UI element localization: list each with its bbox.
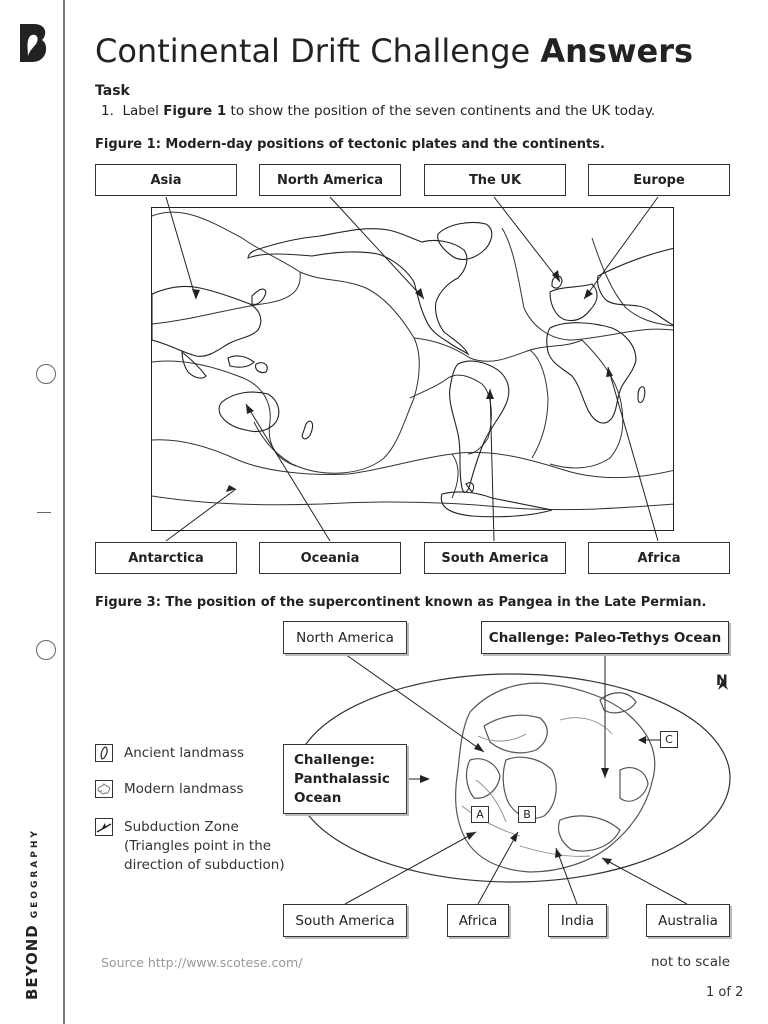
pangea-label-australia: Australia bbox=[646, 904, 730, 937]
brand-word-beyond: BEYOND bbox=[23, 924, 41, 1000]
label-south-america: South America bbox=[424, 542, 566, 574]
pangea-label-north-america: North America bbox=[283, 621, 407, 654]
figure3-caption: Figure 3: The position of the supercontinent known as Pangea in the Late Permian. bbox=[95, 595, 707, 610]
task-heading: Task bbox=[95, 83, 130, 99]
not-to-scale-note: not to scale bbox=[651, 954, 731, 970]
label-europe: Europe bbox=[588, 164, 730, 196]
label-the-uk: The UK bbox=[424, 164, 566, 196]
subduction-zone-icon bbox=[95, 818, 113, 836]
north-label: N bbox=[716, 673, 728, 689]
legend-subduction-zone: Subduction Zone (Triangles point in the direction of subduction) bbox=[124, 819, 285, 873]
label-north-america: North America bbox=[259, 164, 401, 196]
challenge-paleo-tethys-label: Challenge: Paleo-Tethys Ocean bbox=[481, 621, 729, 654]
marker-b: B bbox=[518, 806, 536, 823]
legend-modern-landmass: Modern landmass bbox=[124, 781, 244, 797]
figure1-caption: Figure 1: Modern-day positions of tectonic plates and the continents. bbox=[95, 137, 605, 152]
source-credit: Source http://www.scotese.com/ bbox=[101, 955, 303, 970]
pangea-label-south-america: South America bbox=[283, 904, 407, 937]
label-asia: Asia bbox=[95, 164, 237, 196]
pangea-label-africa: Africa bbox=[447, 904, 509, 937]
legend-ancient-landmass: Ancient landmass bbox=[124, 745, 245, 761]
page-title: Continental Drift Challenge Answers bbox=[95, 32, 694, 70]
marker-c: C bbox=[660, 731, 678, 748]
label-oceania: Oceania bbox=[259, 542, 401, 574]
modern-landmass-icon bbox=[95, 780, 113, 798]
marker-a: A bbox=[471, 806, 489, 823]
task-item-1: 1. Label Figure 1 to show the position of the seven continents and the UK today. bbox=[101, 103, 656, 119]
ancient-landmass-icon bbox=[95, 744, 113, 762]
label-antarctica: Antarctica bbox=[95, 542, 237, 574]
page-number: 1 of 2 bbox=[706, 985, 744, 1000]
label-africa: Africa bbox=[588, 542, 730, 574]
challenge-panthalassic-label: Challenge: Panthalassic Ocean bbox=[283, 744, 407, 814]
brand-word-geography: GEOGRAPHY bbox=[30, 828, 40, 919]
pangea-label-india: India bbox=[548, 904, 607, 937]
